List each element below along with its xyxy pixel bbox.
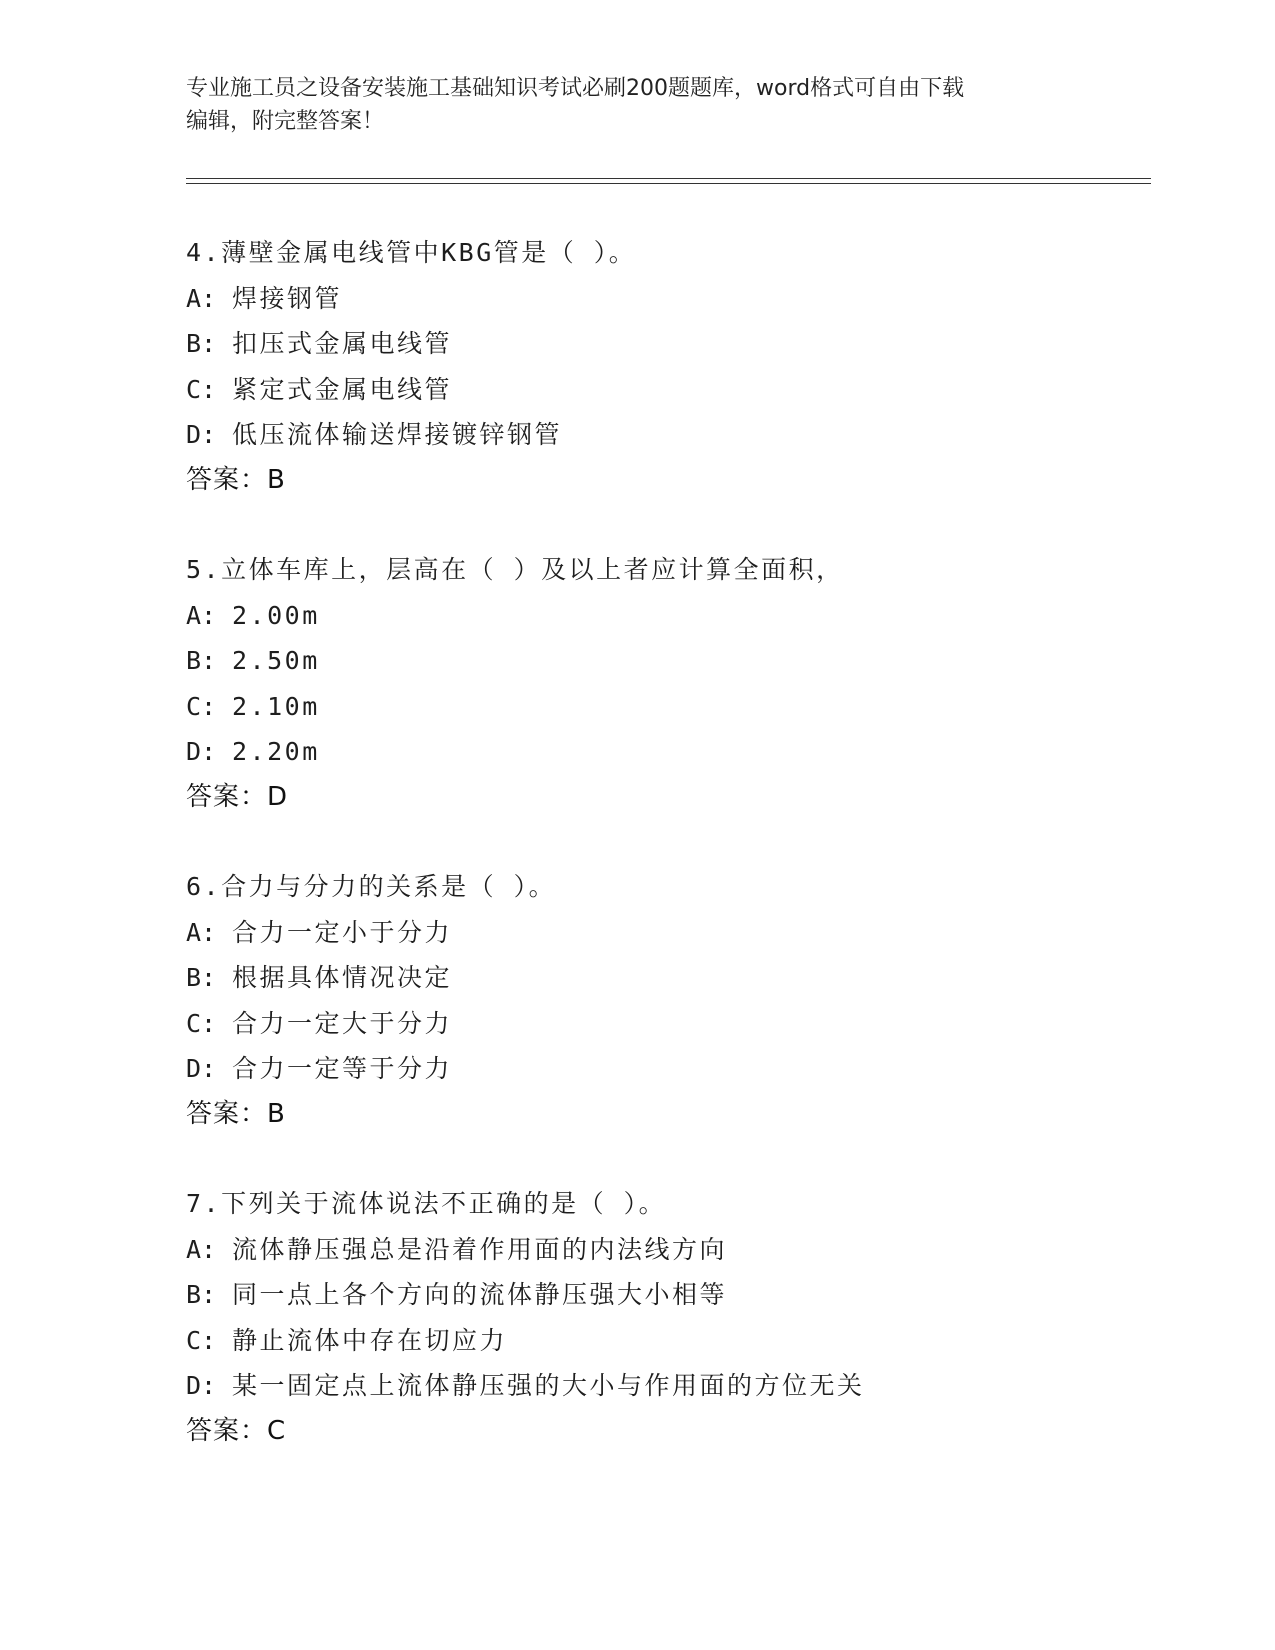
question-stem: 5.立体车库上，层高在（ ）及以上者应计算全面积， [186,555,844,584]
answer-value: B [267,1098,285,1129]
option-letter: D: [186,420,217,450]
option-a [186,910,1146,956]
option-letter: C: [186,1008,217,1038]
option-text: 根据具体情况决定 [232,963,453,993]
option-c [186,1001,1146,1047]
answer-line [186,775,1146,821]
option-letter: B: [186,329,217,359]
option-d [186,412,1146,458]
answer-value: C [267,1415,286,1446]
option-c [186,684,1146,730]
answer-line [186,1409,1146,1455]
option-a [186,276,1146,322]
option-letter: D: [186,1054,217,1084]
option-d [186,729,1146,775]
header-line-2: 编辑，附完整答案！ [186,109,385,134]
answer-line [186,458,1146,504]
option-b [186,638,1146,684]
question-stem: 6.合力与分力的关系是（ ）。 [186,872,557,901]
option-letter: C: [186,691,217,721]
option-text: 某一固定点上流体静压强的大小与作用面的方位无关 [232,1371,865,1401]
option-text: 流体静压强总是沿着作用面的内法线方向 [232,1234,728,1264]
option-a [186,593,1146,639]
option-b [186,321,1146,367]
option-text: 合力一定等于分力 [232,1054,453,1084]
header-divider-top [186,178,1151,179]
option-letter: B: [186,963,217,993]
document-header [186,72,1076,138]
option-text: 低压流体输送焊接镀锌钢管 [232,420,563,450]
option-c [186,367,1146,413]
option-text: 2.50m [232,646,320,676]
header-divider-bottom [186,183,1151,184]
option-text: 同一点上各个方向的流体静压强大小相等 [232,1280,728,1310]
question-block [186,547,1146,821]
option-text: 合力一定大于分力 [232,1008,453,1038]
answer-value: D [267,781,288,812]
answer-label: 答案： [186,1098,268,1129]
option-text: 焊接钢管 [232,283,343,313]
option-text: 静止流体中存在切应力 [232,1325,508,1355]
answer-label: 答案： [186,464,268,495]
option-text: 2.20m [232,737,320,767]
option-text: 2.10m [232,691,320,721]
option-letter: A: [186,600,217,630]
option-text: 合力一定小于分力 [232,917,453,947]
option-letter: B: [186,646,217,676]
question-block [186,864,1146,1138]
option-a [186,1227,1146,1273]
option-letter: B: [186,1280,217,1310]
option-letter: C: [186,1325,217,1355]
option-b [186,955,1146,1001]
option-letter: A: [186,917,217,947]
answer-value: B [267,464,285,495]
option-letter: A: [186,283,217,313]
question-stem: 4.薄壁金属电线管中KBG管是（ ）。 [186,238,637,267]
option-d [186,1363,1146,1409]
answer-line [186,1092,1146,1138]
question-block [186,1181,1146,1455]
option-c [186,1318,1146,1364]
option-letter: A: [186,1234,217,1264]
header-line-1: 专业施工员之设备安装施工基础知识考试必刷200题题库，word格式可自由下载 [186,76,965,101]
option-letter: D: [186,1371,217,1401]
option-text: 紧定式金属电线管 [232,374,453,404]
option-letter: D: [186,737,217,767]
option-b [186,1272,1146,1318]
option-text: 2.00m [232,600,320,630]
option-text: 扣压式金属电线管 [232,329,453,359]
question-block [186,230,1146,504]
option-letter: C: [186,374,217,404]
question-stem: 7.下列关于流体说法不正确的是（ ）。 [186,1189,667,1218]
answer-label: 答案： [186,1415,268,1446]
answer-label: 答案： [186,781,268,812]
option-d [186,1046,1146,1092]
